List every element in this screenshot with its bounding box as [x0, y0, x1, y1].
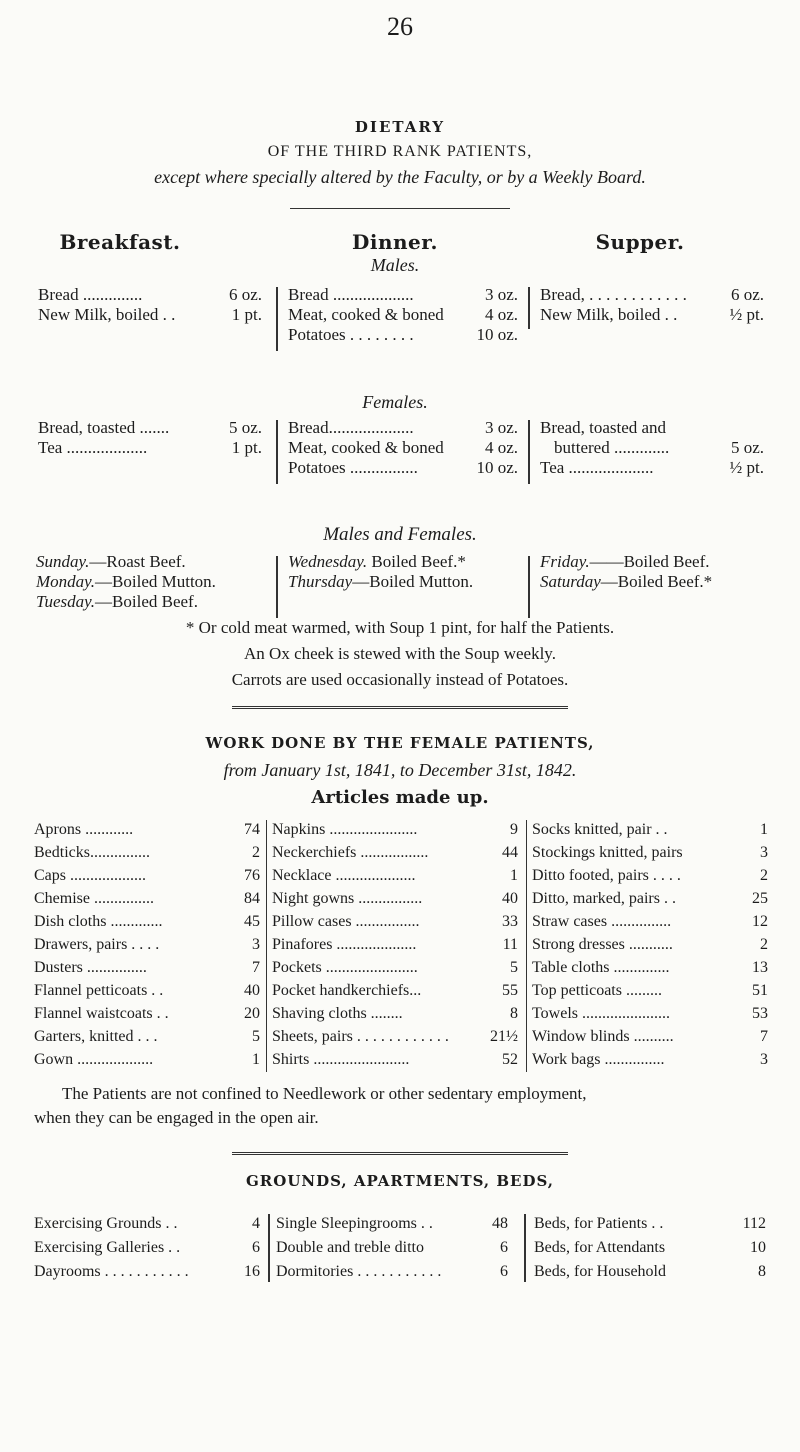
diet-row: Bread.................... 3 oz.	[288, 418, 518, 437]
dinner-males	[288, 285, 518, 345]
week-col-3	[540, 552, 770, 592]
list-item: Bedticks............... 2	[34, 844, 260, 861]
diet-note: An Ox cheek is stewed with the Soup weekly.	[244, 644, 556, 663]
males-label: Males.	[370, 255, 420, 275]
diet-row: New Milk, boiled . . ½ pt.	[540, 305, 764, 324]
list-item: Table cloths .............. 13	[532, 959, 768, 976]
diet-row: Potatoes . . . . . . . . 10 oz.	[288, 325, 518, 344]
list-item: Flannel petticoats . . 40	[34, 982, 260, 999]
list-item: Pocket handkerchiefs... 55	[272, 982, 518, 999]
breakfast-block-2	[38, 418, 262, 458]
grounds-col-3	[534, 1212, 766, 1284]
divider	[232, 1152, 568, 1155]
dietary-title: DIETARY	[354, 118, 446, 136]
list-item: Socks knitted, pair . . 1	[532, 821, 768, 838]
week-col-2	[288, 552, 518, 592]
week-row: Tuesday.—Boiled Beef.	[36, 592, 198, 611]
list-item: Beds, for Patients . . 112	[534, 1215, 766, 1232]
list-item: Necklace .................... 1	[272, 867, 518, 884]
divider	[290, 208, 510, 209]
diet-line: Bread, toasted and	[540, 418, 667, 437]
column-divider	[526, 820, 527, 1072]
work-col-2	[272, 818, 518, 1071]
week-row: Sunday.—Roast Beef.	[36, 552, 186, 571]
list-item: Caps ................... 76	[34, 867, 260, 884]
column-divider	[524, 1214, 526, 1282]
grounds-col-2	[276, 1212, 508, 1284]
diet-row: Bread, toasted ....... 5 oz.	[38, 418, 262, 437]
list-item: Napkins ...................... 9	[272, 821, 518, 838]
list-item: Pinafores .................... 11	[272, 936, 518, 953]
list-item: Shirts ........................ 52	[272, 1051, 518, 1068]
diet-row: buttered ............. 5 oz.	[554, 438, 764, 457]
list-item: Work bags ............... 3	[532, 1051, 768, 1068]
list-item: Beds, for Attendants 10	[534, 1239, 766, 1256]
column-divider	[528, 287, 530, 329]
diet-row: Meat, cooked & boned 4 oz.	[288, 438, 518, 457]
week-row: Saturday—Boiled Beef.*	[540, 572, 713, 591]
work-footnote	[34, 1082, 774, 1130]
list-item: Gown ................... 1	[34, 1051, 260, 1068]
articles-heading: Articles made up.	[311, 787, 489, 808]
list-item: Exercising Grounds . . 4	[34, 1215, 260, 1232]
dietary-subtitle: OF THE THIRD RANK PATIENTS,	[267, 143, 533, 160]
grounds-title: GROUNDS, APARTMENTS, BEDS,	[245, 1172, 554, 1190]
list-item: Stockings knitted, pairs 3	[532, 844, 768, 861]
column-divider	[276, 556, 278, 618]
divider	[232, 706, 568, 709]
column-divider	[528, 420, 530, 484]
column-divider	[528, 556, 530, 618]
diet-row: Bread, . . . . . . . . . . . . 6 oz.	[540, 285, 764, 304]
list-item: Strong dresses ........... 2	[532, 936, 768, 953]
list-item: Ditto footed, pairs . . . . 2	[532, 867, 768, 884]
list-item: Shaving cloths ........ 8	[272, 1005, 518, 1022]
breakfast-heading: Breakfast.	[59, 230, 181, 254]
page-number: 26	[387, 12, 413, 41]
diet-row: Potatoes ................ 10 oz.	[288, 458, 518, 477]
diet-row: Bread .............. 6 oz.	[38, 285, 262, 304]
diet-note: * Or cold meat warmed, with Soup 1 pint, for half the Patients.	[185, 618, 615, 637]
list-item: Pillow cases ................ 33	[272, 913, 518, 930]
list-item: Night gowns ................ 40	[272, 890, 518, 907]
work-title: WORK DONE BY THE FEMALE PATIENTS,	[205, 734, 595, 752]
list-item: Straw cases ............... 12	[532, 913, 768, 930]
column-divider	[276, 420, 278, 484]
list-item: Dayrooms . . . . . . . . . . . 16	[34, 1263, 260, 1280]
footnote-line: when they can be engaged in the open air.	[34, 1108, 319, 1127]
work-col-3	[532, 818, 768, 1071]
work-period: from January 1st, 1841, to December 31st, 1842.	[223, 760, 577, 780]
list-item: Window blinds .......... 7	[532, 1028, 768, 1045]
week-col-1	[36, 552, 266, 612]
week-row: Friday.——Boiled Beef.	[540, 552, 710, 571]
list-item: Dish cloths ............. 45	[34, 913, 260, 930]
column-divider	[276, 287, 278, 351]
list-item: Neckerchiefs ................. 44	[272, 844, 518, 861]
list-item: Single Sleepingrooms . . 48	[276, 1215, 508, 1232]
diet-row: New Milk, boiled . . 1 pt.	[38, 305, 262, 324]
week-row: Thursday—Boiled Mutton.	[288, 572, 474, 591]
list-item: Drawers, pairs . . . . 3	[34, 936, 260, 953]
diet-notes	[0, 615, 800, 693]
list-item: Garters, knitted . . . 5	[34, 1028, 260, 1045]
list-item: Flannel waistcoats . . 20	[34, 1005, 260, 1022]
list-item: Aprons ............ 74	[34, 821, 260, 838]
list-item: Pockets ....................... 5	[272, 959, 518, 976]
diet-row: Bread ................... 3 oz.	[288, 285, 518, 304]
grounds-col-1	[34, 1212, 260, 1284]
diet-row: Tea .................... ½ pt.	[540, 458, 764, 477]
work-col-1	[34, 818, 260, 1071]
diet-row: Meat, cooked & boned 4 oz.	[288, 305, 518, 324]
list-item: Beds, for Household 8	[534, 1263, 766, 1280]
supper-block-1	[540, 285, 764, 325]
list-item: Sheets, pairs . . . . . . . . . . . . 21½	[272, 1028, 518, 1045]
females-label: Females.	[362, 392, 428, 412]
dietary-qualifier: except where specially altered by the Faculty, or by a Weekly Board.	[154, 167, 646, 187]
list-item: Dusters ............... 7	[34, 959, 260, 976]
list-item: Double and treble ditto 6	[276, 1239, 508, 1256]
list-item: Towels ...................... 53	[532, 1005, 768, 1022]
list-item: Exercising Galleries . . 6	[34, 1239, 260, 1256]
week-row: Monday.—Boiled Mutton.	[36, 572, 216, 591]
week-row: Wednesday. Boiled Beef.*	[288, 552, 466, 571]
supper-heading: Supper.	[595, 230, 685, 254]
breakfast-block-1	[38, 285, 262, 325]
list-item: Dormitories . . . . . . . . . . . 6	[276, 1263, 508, 1280]
diet-note: Carrots are used occasionally instead of Potatoes.	[231, 670, 569, 689]
supper-block-2	[540, 418, 764, 478]
diet-row: Tea ................... 1 pt.	[38, 438, 262, 457]
list-item: Chemise ............... 84	[34, 890, 260, 907]
dinner-heading: Dinner.	[352, 230, 438, 254]
dinner-females	[288, 418, 518, 478]
list-item: Ditto, marked, pairs . . 25	[532, 890, 768, 907]
column-divider	[266, 820, 267, 1072]
footnote-line: The Patients are not confined to Needlework or other sedentary employment,	[62, 1084, 587, 1103]
column-divider	[268, 1214, 270, 1282]
list-item: Top petticoats ......... 51	[532, 982, 768, 999]
males-and-females-label: Males and Females.	[323, 524, 477, 545]
